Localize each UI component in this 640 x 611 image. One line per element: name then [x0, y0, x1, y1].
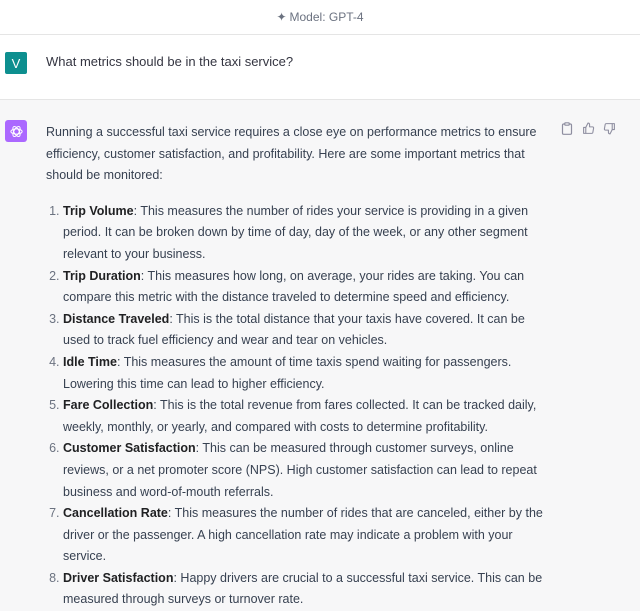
user-message: What metrics should be in the taxi service? [46, 54, 294, 69]
assistant-intro: Running a successful taxi service requires a close eye on performance metrics to ensure efficiency, customer satisfaction, and profitability. Here are some important metrics that should be monitored: [46, 125, 537, 183]
item-title: Cancellation Rate [63, 506, 168, 521]
model-label: Model: GPT-4 [289, 10, 364, 24]
assistant-message-row [0, 100, 640, 611]
list-item [63, 395, 546, 438]
item-text: : This is the total distance that your taxis have covered. It can be used to track fuel efficiency and wear and tear on vehicles. [63, 311, 525, 348]
list-item [63, 201, 546, 266]
item-text: : This measures the number of rides that are canceled, either by the driver or the passenger. A high cancellation rate may indicate a problem with your service. [63, 506, 543, 564]
list-item [63, 568, 546, 611]
thumbs-down-icon[interactable] [602, 121, 616, 135]
list-item [63, 266, 546, 309]
item-text: : This is the total revenue from fares collected. It can be tracked daily, weekly, monthly, or yearly, and compared with costs to determine profitability. [63, 398, 537, 434]
list-item [63, 438, 546, 503]
item-text: : Happy drivers are crucial to a successful taxi service. This can be measured through surveys or turnover rate. [63, 570, 543, 607]
item-text: : This can be measured through customer surveys, online reviews, or a net promoter score (NPS). High customer satisfaction can lead to repeat business and word-of-mouth referrals. [63, 441, 537, 499]
item-text: : This measures the amount of time taxis spend waiting for passengers. Lowering this time can lead to higher efficiency. [63, 354, 512, 391]
item-title: Idle Time [63, 354, 117, 369]
list-item [63, 309, 546, 352]
item-title: Trip Duration [63, 268, 141, 283]
assistant-message [46, 122, 546, 611]
clipboard-icon[interactable] [560, 121, 574, 135]
item-title: Trip Volume [63, 203, 134, 218]
sparkle-icon: ✦ [276, 10, 287, 24]
item-title: Customer Satisfaction [63, 441, 196, 456]
list-item [63, 503, 546, 568]
model-header [0, 0, 640, 35]
item-text: : This measures the number of rides your service is providing in a given period. It can be broken down by time of day, day of the week, or any other segment relevant to your business. [63, 203, 529, 261]
item-title: Distance Traveled [63, 311, 170, 326]
user-avatar: V [5, 52, 27, 74]
thumbs-up-icon[interactable] [581, 121, 595, 135]
message-actions [560, 121, 616, 135]
list-item [63, 352, 546, 395]
item-title: Driver Satisfaction [63, 570, 174, 585]
openai-logo-icon [5, 120, 27, 142]
item-title: Fare Collection [63, 398, 154, 413]
item-text: : This measures how long, on average, your rides are taking. You can compare this metric with the distance traveled to determine speed and efficiency. [63, 268, 525, 305]
metrics-list [46, 201, 546, 611]
user-message-row [0, 35, 640, 100]
